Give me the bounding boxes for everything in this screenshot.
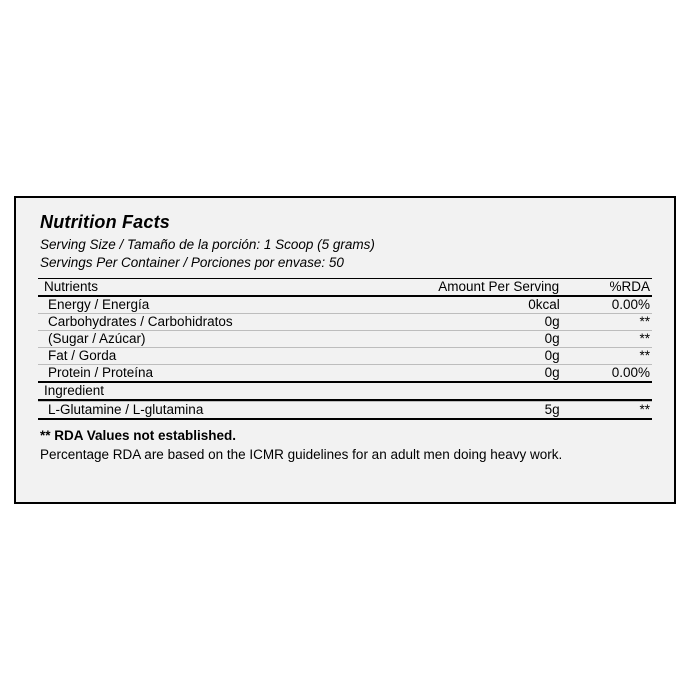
nutrition-table (38, 279, 652, 295)
nutrient-rda: 0.00% (611, 297, 650, 312)
table-row (38, 365, 652, 382)
column-header-rda: %RDA (609, 279, 650, 294)
serving-size-text: Serving Size / Tamaño de la porción: 1 Scoop (5 grams) (40, 237, 375, 252)
table-row (38, 331, 652, 348)
nutrient-name: Energy / Energía (48, 297, 150, 312)
nutrient-name: Carbohydrates / Carbohidratos (38, 314, 373, 331)
column-header-nutrients: Nutrients (44, 279, 99, 294)
ingredient-section-header-row (38, 383, 652, 399)
ingredient-section-header: Ingredient (44, 383, 105, 398)
ingredient-amount: 5g (373, 402, 560, 419)
table-row (38, 314, 652, 331)
nutrient-name: Fat / Gorda (38, 348, 373, 365)
nutrition-facts-panel (14, 196, 676, 504)
nutrient-rda: 0.00% (560, 365, 652, 382)
divider-below-ingredient-rows (38, 418, 652, 420)
footnote-icmr-guidelines: Percentage RDA are based on the ICMR guidelines for an adult men doing heavy work. (40, 447, 563, 462)
ingredient-rows-table (38, 401, 652, 418)
nutrient-amount: 0kcal (528, 297, 560, 312)
ingredient-name: L-Glutamine / L-glutamina (38, 402, 373, 419)
nutrient-name: (Sugar / Azúcar) (38, 331, 373, 348)
table-row (38, 297, 652, 314)
column-header-amount-per-serving: Amount Per Serving (438, 279, 560, 294)
footnotes (38, 426, 652, 464)
nutrient-rda: ** (560, 314, 652, 331)
ingredient-section-spacer-rda (561, 383, 652, 399)
nutrient-rows-table (38, 297, 652, 381)
nutrient-amount: 0g (373, 314, 560, 331)
nutrient-rda: ** (560, 331, 652, 348)
nutrient-rda: ** (560, 348, 652, 365)
page-title: Nutrition Facts (40, 212, 171, 232)
ingredient-table (38, 383, 652, 399)
ingredient-rda: ** (560, 402, 652, 419)
nutrient-amount: 0g (373, 331, 560, 348)
servings-per-container-text: Servings Per Container / Porciones por envase: 50 (40, 255, 344, 270)
ingredient-section-spacer-amount (372, 383, 560, 399)
nutrient-amount: 0g (373, 348, 560, 365)
table-row (38, 348, 652, 365)
nutrient-amount: 0g (373, 365, 560, 382)
footnote-rda-not-established: ** RDA Values not established. (40, 428, 237, 443)
table-row (38, 402, 652, 419)
nutrient-name: Protein / Proteína (38, 365, 373, 382)
table-header-row (38, 279, 652, 295)
